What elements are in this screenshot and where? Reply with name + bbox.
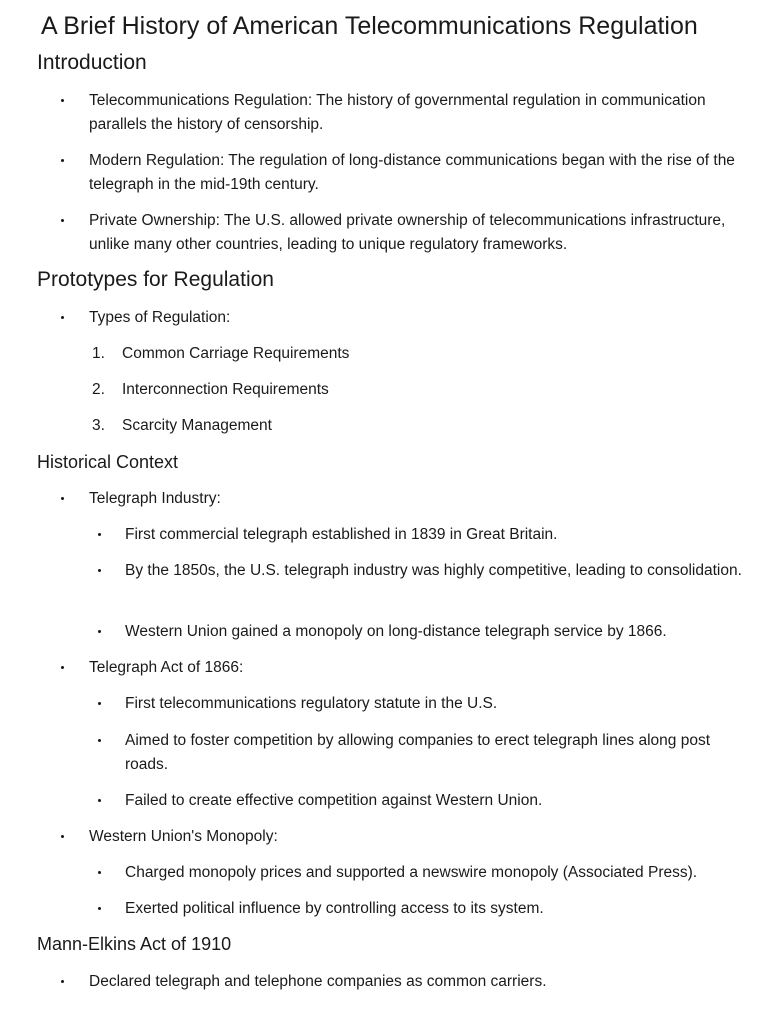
list-item: Telegraph Act of 1866:: [89, 659, 244, 676]
bullet-icon: [61, 980, 64, 983]
bullet-icon: [98, 739, 101, 742]
bullet-icon: [61, 835, 64, 838]
bullet-icon: [61, 497, 64, 500]
ordered-list-item: Common Carriage Requirements: [122, 345, 350, 362]
bullet-icon: [98, 871, 101, 874]
bullet-icon: [61, 99, 64, 102]
ordered-list-item: Scarcity Management: [122, 417, 272, 434]
bullet-icon: [98, 702, 101, 705]
list-item: Telegraph Industry:: [89, 490, 221, 507]
bullet-icon: [98, 907, 101, 910]
mann-elkins-heading: Mann-Elkins Act of 1910: [37, 934, 232, 954]
bullet-icon: [61, 219, 64, 222]
list-number: 1.: [92, 345, 105, 362]
bullet-icon: [61, 159, 64, 162]
sub-list-item: First commercial telegraph established in 1839 in Great Britain.: [125, 526, 558, 543]
bullet-icon: [98, 630, 101, 633]
historical-context-heading: Historical Context: [37, 452, 179, 472]
ordered-list-item: Interconnection Requirements: [122, 381, 329, 398]
list-number: 2.: [92, 381, 105, 398]
bullet-icon: [61, 666, 64, 669]
bullet-icon: [98, 569, 101, 572]
sub-list-item: Western Union gained a monopoly on long-distance telegraph service by 1866.: [125, 623, 667, 640]
list-item: Types of Regulation:: [89, 309, 231, 326]
sub-list-item: Aimed to foster competition by allowing companies to erect telegraph lines along post roads.: [125, 732, 711, 773]
list-item: Western Union's Monopoly:: [89, 828, 278, 845]
list-number: 3.: [92, 417, 105, 434]
list-item: Declared telegraph and telephone companies as common carriers.: [89, 973, 547, 990]
list-item: Telecommunications Regulation: The history of governmental regulation in communication parallels the history of censorship.: [89, 92, 706, 133]
sub-list-item: First telecommunications regulatory statute in the U.S.: [125, 695, 498, 712]
sub-list-item: By the 1850s, the U.S. telegraph industry was highly competitive, leading to consolidation.: [125, 562, 742, 579]
page-title: A Brief History of American Telecommunications Regulation: [41, 12, 698, 40]
bullet-icon: [98, 533, 101, 536]
list-item: Modern Regulation: The regulation of long-distance communications began with the rise of the telegraph in the mid-19th century.: [89, 152, 735, 193]
introduction-heading: Introduction: [37, 51, 147, 74]
sub-list-item: Failed to create effective competition against Western Union.: [125, 792, 543, 809]
bullet-icon: [98, 799, 101, 802]
sub-list-item: Charged monopoly prices and supported a newswire monopoly (Associated Press).: [125, 864, 698, 881]
list-item: Private Ownership: The U.S. allowed private ownership of telecommunications infrastructure, unlike many other countries, leading to unique regulatory frameworks.: [89, 212, 726, 253]
sub-list-item: Exerted political influence by controlling access to its system.: [125, 900, 544, 917]
prototypes-heading: Prototypes for Regulation: [37, 268, 274, 291]
bullet-icon: [61, 316, 64, 319]
